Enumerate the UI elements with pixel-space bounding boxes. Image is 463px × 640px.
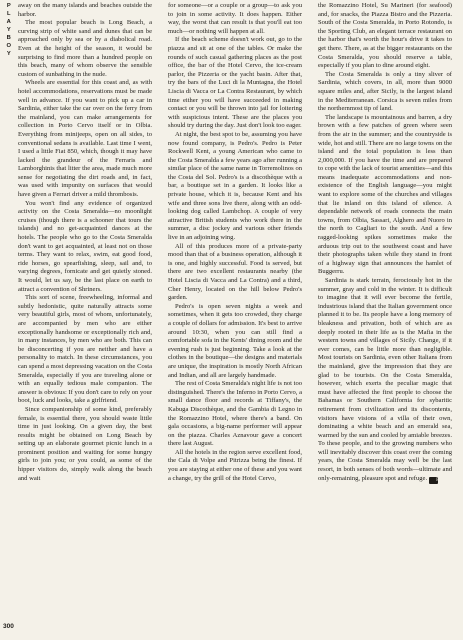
column-2 xyxy=(168,2,302,483)
paragraph: The landscape is mountainous and barren, a dry brown with a few patches of green where seen from the air in the summer; and the countryside is wide, hot and still. There are no large towns on the island and the total population is less than 2,000,000. If you have the time and are prepared to cope with the lack of tourist amenities—and this means inadequate accommodations and non-existence of the English language—you might want to explore some of the churches and villages that lie inland on this island of silence. A dependable network of roads connects the main towns, from Olbia, Sassari, Alghero and Nuoro in the north to Cagliari to the south. And a few ragged-looking spikes sometimes make the arduous trip out to the southwest coast and have their photographs taken while they stand in front of a highway sign that announces the hamlet of Buggerru. xyxy=(318,113,452,276)
paragraph: All the hotels in the region serve excellent food, the Cala di Volpe and Pitrizza being the finest. If you are staying at either one of these and you want a change, try the grill of the Hotel Cervo, xyxy=(168,448,302,482)
paragraph: This sort of scene, freewheeling, informal and subtly hedonistic, quite naturally attracts some very beautiful girls, most of whom, unfortunately, are accompanied by men who are either exceptionally handsome or exceptionally rich and, in many instances, by men who are both. This can be disconcerting if you are neither and have a personality to match. In these circumstances, you can spend a most depressing vacation on the Costa Smeralda, especially if you are traveling alone or with an equally tedious male companion. The answer is obvious: If you don't care to rely on your boot, luck and looks, take a girlfriend. xyxy=(18,294,152,405)
end-of-article-icon: PB xyxy=(429,477,438,484)
paragraph: The Costa Smeralda is only a tiny sliver of Sardinia, which covers, in all, more than 9000 square miles and, after Sicily, is the largest island in the Mediterranean. Corsica is seven miles from the northernmost tip of land. xyxy=(318,70,452,113)
paragraph: Pedro's is open seven nights a week and sometimes, when it gets too crowded, they charge a couple of dollars for admission. It's best to arrive around 10:30, when you can still find a comfortable sofa in the Kents' dining room and the evening rush is just beginning. Take a look at the clothes in the boutique—the designs and materials are unique, the inspiration is mostly North African and Indian, and all are largely handmade. xyxy=(168,302,302,379)
paragraph: The rest of Costa Smeralda's night life is not too distinguished. There's the Inferno in Porto Cervo, a small dance floor and records at Tiffany's, the Kabuga Discothèque, and the Gambia di Legno in the Romazzino Hotel, where there's a band. On gala occasions, a big-name performer will appear on the piazza. Charles Aznavour gave a concert there last August. xyxy=(168,380,302,448)
paragraph: If the beach scheme doesn't work out, go to the piazza and sit at one of the tables. Or make the rounds of such casual gathering places as the post office, the bar of the Hotel Cervo, the ice-cream parlor, the Pizzeria or the yacht basin. After that, try the bars of the Luci di la Muntagna, the Hotel Liscia di Vacca or La Contra Restaurant, by which time either you will have succeeded in making contact or you will be thrown into jail for loitering with suspicious intent. These are the places you should try during the day. Just don't look too eager. xyxy=(168,36,302,130)
page-number: 300 xyxy=(3,623,14,630)
paragraph: Wheels are essential for this coast and, as with hotel accommodations, reservations must be made well in advance. If you want to pick up a car in Sardinia, either take the car over on the ferry from the mainland, you can make arrangements for collection in Porto Cervo itself or in Olbia. Everything from minijeeps, open on all sides, to conventional sedans is available. Last time I went, I used a little Fiat 850, which, though it may have lacked the grandeur of the Ferraris and Lamborghinis that litter the area, made much more sense for negotiating the dirt roads and, in fact, was used with impunity on surfaces that would have given a Ferrari driver a mild thrombosis. xyxy=(18,79,152,199)
paragraph: for someone—or a couple or a group—to ask you to join in some activity. It does happen. Either way, the worst that can result is that you'll eat too much—or nothing will happen at all. xyxy=(168,2,302,35)
paragraph: At night, the best spot to be, assuming you have now found company, is Pedro's. Pedro is Peter Rockwell Kent, a young American who came to the Costa Smeralda a few years ago after running a similar place of the same name in Torremolinos on the Costa del Sol. Pedro's is a discothèque with a bar, a boutique set in a garden. It looks like a private house, which it is, because Kent and his wife and three sons live there, along with an odd-looking dog called Lambchop. A couple of very attractive British students who work there in the summer, a disc jockey and various other friends live in an adjoining wing. xyxy=(168,130,302,242)
column-1 xyxy=(18,2,152,483)
column-3 xyxy=(318,2,452,484)
paragraph: Sardinia is stark terrain, ferociously hot in the summer, gray and cold in the winter. It is difficult to imagine that it will ever become the fertile, industrious island that the Italian government once planned it to be. Its people have a long memory of bleakness and privation, both of which are as deeply rooted in their life as is the Mafia in the western towns and villages of Sicily. Change, if it ever comes, can be little more than negligible. Most tourists on Sardinia, even other Italians from the mainland, give the impression that they are glad to be tourists. On the Costa Smeralda, however, which exerts the peculiar magic that must have affected the first people to choose the Bahamas or Southern California for sybaritic retirement from civilization and its discontents, visitors have visions of a villa of their own, dominating a white beach and an emerald sea, warmed by the sun and cooled by amiable breezes. To these people, and to the growing numbers who will inevitably discover this coast over the coming years, the Costa Smeralda may well be the last resort, in both senses of both words—ultimate and only-remaining, pleasure spot and refuge. PB xyxy=(318,277,452,483)
paragraph: Since companionship of some kind, preferably female, is essential there, you should waste little time in just looking. On a given day, the best results might be obtained on Long Beach by setting up an elaborate gourmet picnic lunch in a prominent position and waiting for some hungry girls to join you; or you could, as some of the hipper visitors do, simply walk along the beach and wait xyxy=(18,405,152,482)
paragraph: You won't find any evidence of organized activity on the Costa Smeralda—no moonlight cruises (though there is a schooner that tours the islands) and no get-acquainted dances at the hotels. The people who go to the Costa Smeralda don't want to get acquainted, at least not on those terms. They want to relax, swim, eat good food, ride horses, go spearfishing, sleep, sail and, to varying degrees, fornicate and get quietly stoned. It would, let us say, be the last place on earth to attract a convention of Shriners. xyxy=(18,199,152,293)
paragraph: All of this produces more of a private-party mood than that of a business operation, although it is one, and highly successful. Food is served, but there are two excellent restaurants nearby (the Hotel Liscia di Vacca and La Contra) and a third, Cher Henry, located on the hill below Pedro's garden. xyxy=(168,242,302,302)
paragraph: The most popular beach is Long Beach, a curving strip of white sand and dunes that can be approached only by sea or by a diabolical road. Even at the height of the season, it would be surprising to find more than a hundred people on this beach, many of whom observe the sensible custom of sunbathing in the nude. xyxy=(18,19,152,78)
paragraph: away on the many islands and beaches outside the harbor. xyxy=(18,2,152,18)
paragraph: the Romazzino Hotel, Su Marineri (for seafood) and, for snacks, the Piazza Bistro and the Pizzeria. South of the Costa Smeralda, in Porto Rotondo, is the Sporting Club, an elegant terrace restaurant on the harbor that's worth the hour's drive it takes to get there. There, as at the bigger restaurants on the Costa Smeralda, you should reserve a table, especially if you plan to dine around eight. xyxy=(318,2,452,70)
running-head: P L A Y B O Y xyxy=(6,3,12,57)
